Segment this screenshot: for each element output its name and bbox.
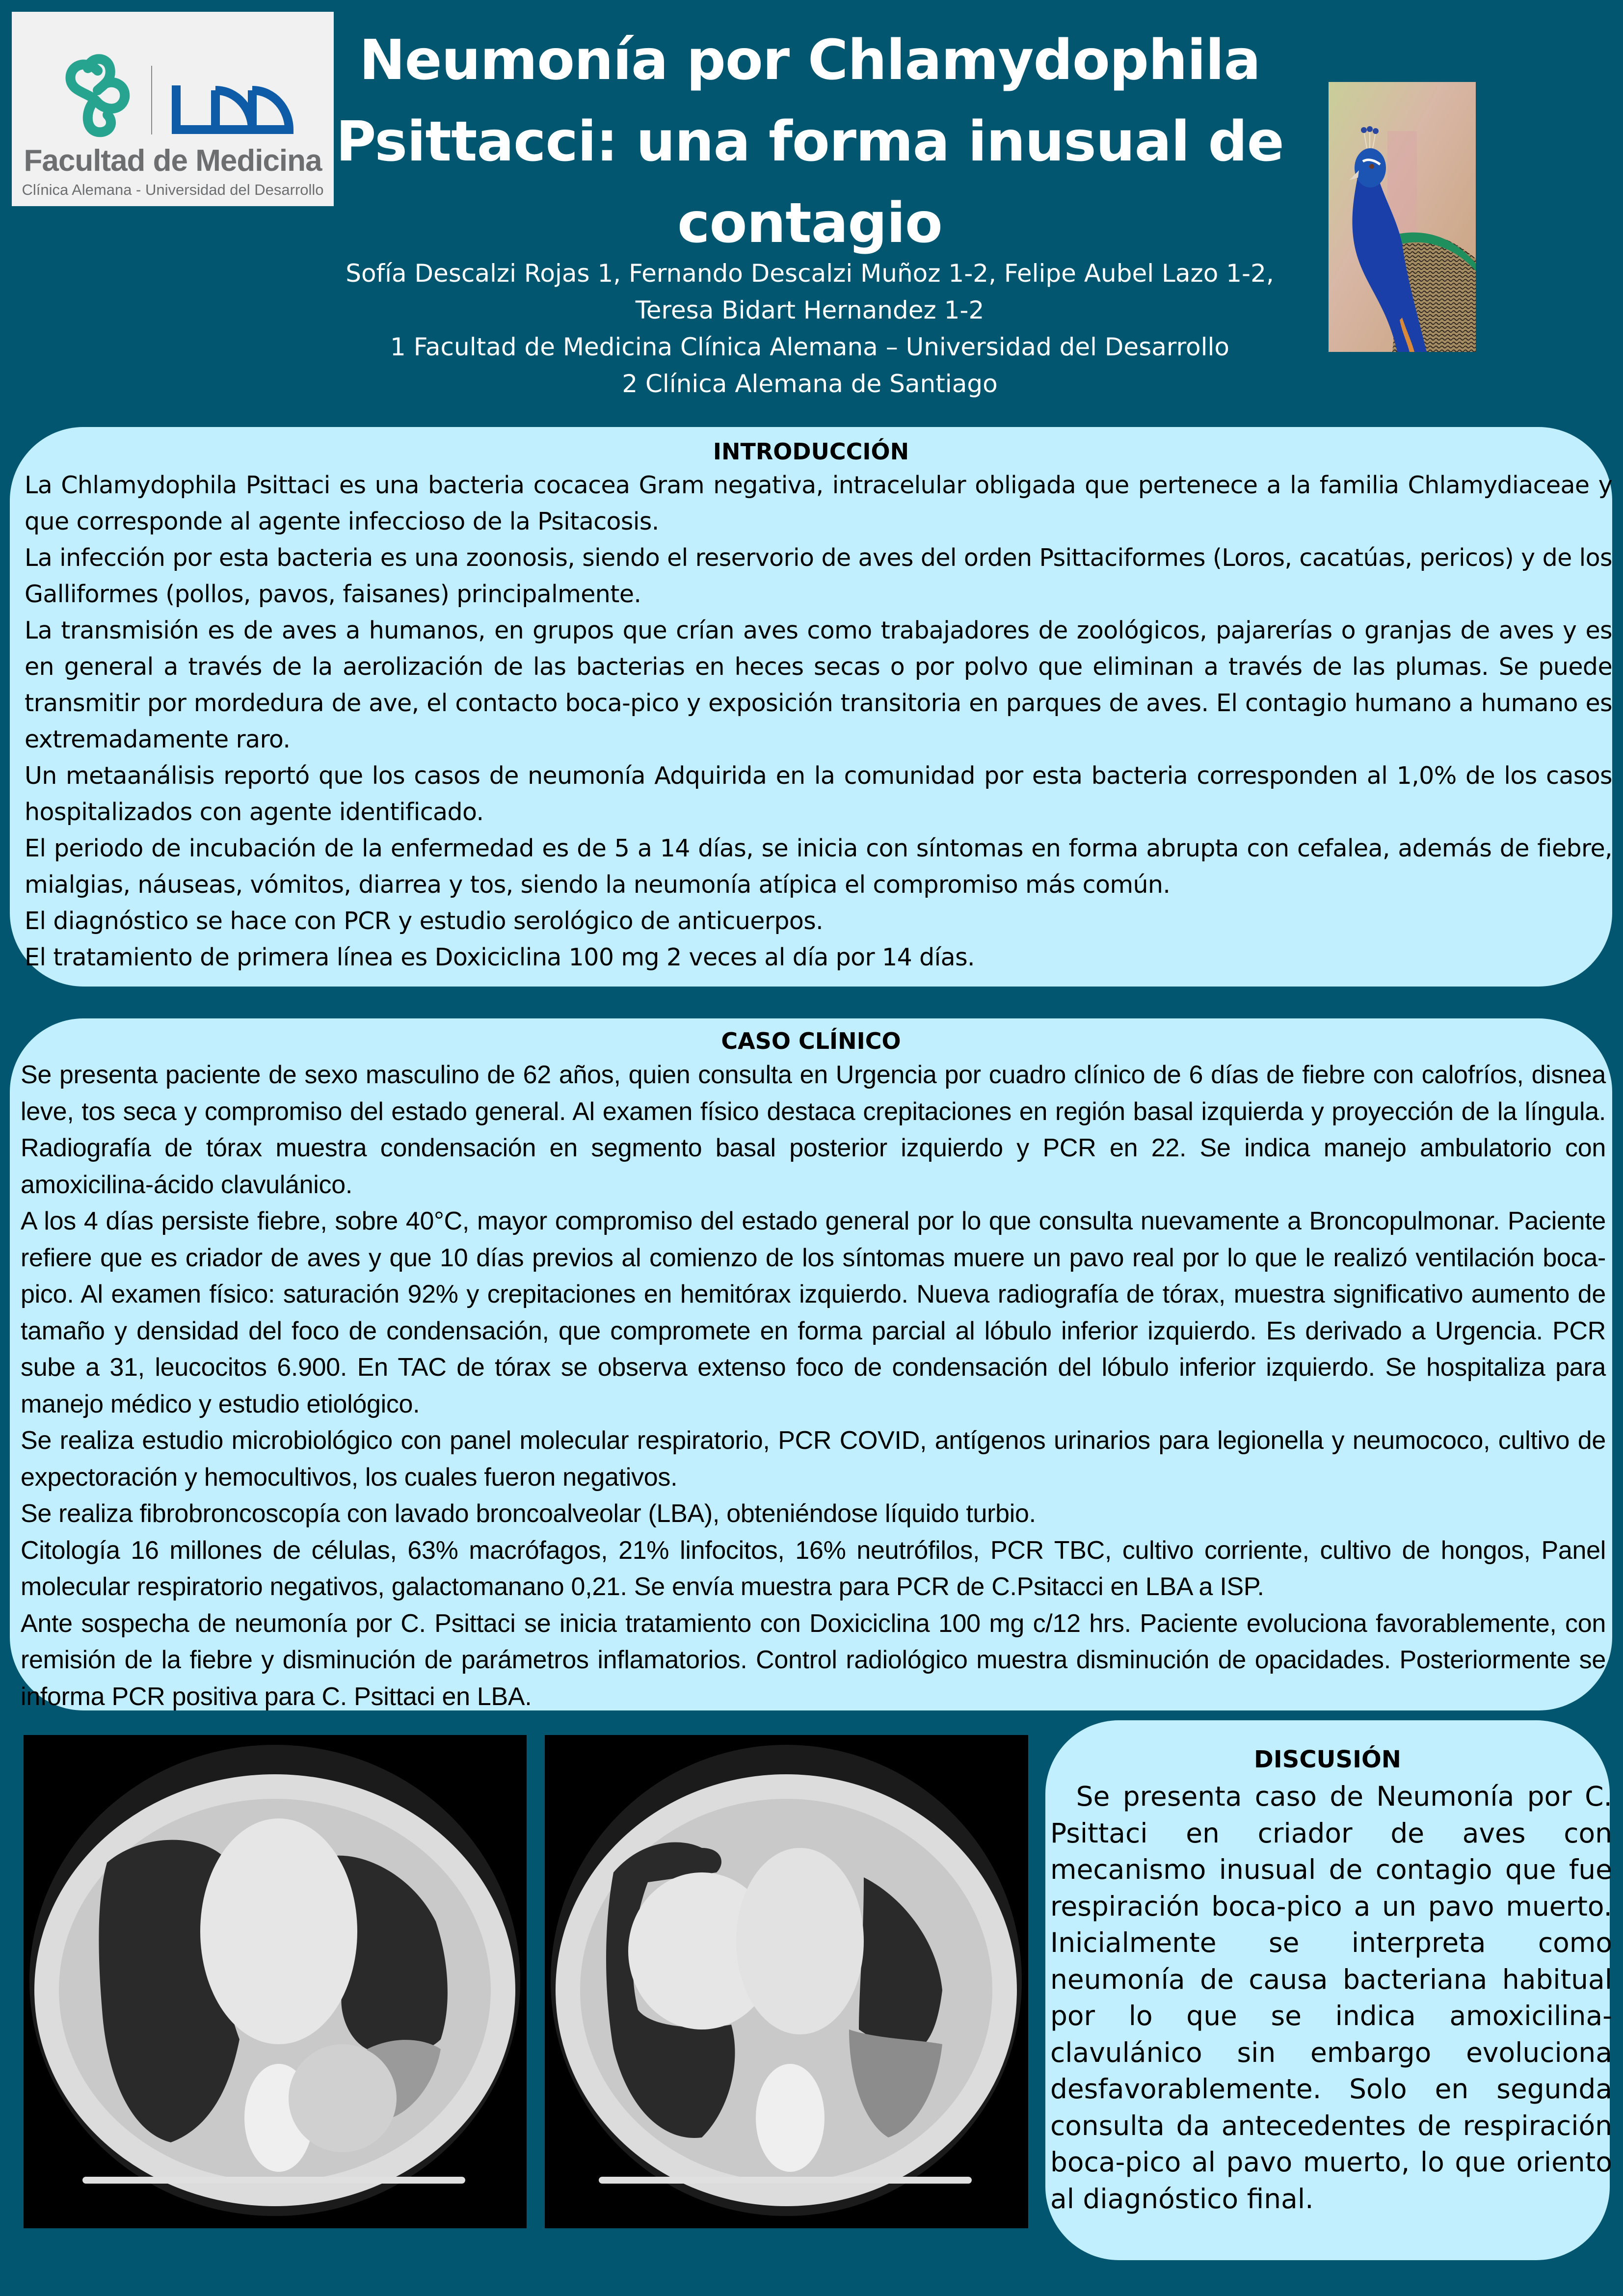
caso-clinico-paragraph: Citología 16 millones de células, 63% macrófagos, 21% linfocitos, 16% neutrófilos, PCR TBC, cultivo corriente, cultivo de hongos, Panel molecular respiratorio negativos, galactomanano 0,21. Se envía muestra para PCR de C.Psitacci en LBA a ISP. (21, 1536, 1606, 1601)
discusion-panel (1045, 1720, 1610, 2260)
logo-faculty-name: Facultad de Medicina (24, 144, 322, 178)
title-line: Neumonía por Chlamydophila (359, 28, 1261, 92)
peacock-photo (1329, 82, 1476, 352)
caso-clinico-paragraph: A los 4 días persiste fiebre, sobre 40°C, mayor compromiso del estado general por lo que consulta nuevamente a Broncopulmonar. Paciente refiere que es criador de aves y que 10 días previos al comienzo de los síntomas muere un pavo real por lo que le realizó ventilación boca-pico. Al examen físico: saturación 92% y crepitaciones en hemitórax izquierdo. Nueva radiografía de tórax, muestra significativo aumento de tamaño y densidad del foco de condensación, que compromete en forma parcial al lóbulo inferior izquierdo. Es derivado a Urgencia. PCR sube a 31, leucocitos 6.900. En TAC de tórax se observa extenso foco de condensación del lóbulo inferior izquierdo. Se hospitaliza para manejo médico y estudio etiológico. (21, 1207, 1606, 1418)
poster-title (324, 20, 1296, 264)
caso-clinico-paragraph: Se realiza estudio microbiológico con panel molecular respiratorio, PCR COVID, antígenos urinarios para legionella y neumococo, cultivo de expectoración y hemocultivos, los cuales fueron negativos. (21, 1426, 1606, 1492)
clinica-alemana-mark-icon (71, 59, 125, 132)
discusion-heading: DISCUSIÓN (1254, 1746, 1401, 1773)
caso-clinico-heading: CASO CLÍNICO (721, 1028, 901, 1054)
introduccion-paragraph: La Chlamydophila Psittaci es una bacteria cocacea Gram negativa, intracelular obligada que pertenece a la familia Chlamydiaceae y que corresponde al agente infeccioso de la Psitacosis. (25, 471, 1612, 535)
ct-scan-image-1 (24, 1735, 527, 2228)
introduccion-paragraph: El periodo de incubación de la enfermedad es de 5 a 14 días, se inicia con síntomas en forma abrupta con cefalea, además de fiebre, mialgias, náuseas, vómitos, diarrea y tos, siendo la neumonía atípica el compromiso más común. (25, 834, 1612, 899)
caso-clinico-panel (10, 1018, 1612, 1710)
ct-scan-image-2 (545, 1735, 1028, 2228)
affiliation-2: 2 Clínica Alemana de Santiago (622, 370, 998, 398)
faculty-logo (12, 12, 334, 206)
introduccion-heading: INTRODUCCIÓN (713, 438, 909, 465)
logo-subtitle: Clínica Alemana - Universidad del Desarrollo (22, 181, 324, 198)
affiliation-1: 1 Facultad de Medicina Clínica Alemana – Universidad del Desarrollo (390, 333, 1229, 361)
caso-clinico-paragraph: Se presenta paciente de sexo masculino de 62 años, quien consulta en Urgencia por cuadro clínico de 6 días de fiebre con calofríos, disnea leve, tos seca y compromiso del estado general. Al examen físico destaca crepitaciones en región basal izquierda y proyección de la língula. Radiografía de tórax muestra condensación en segmento basal posterior izquierdo y PCR en 22. Se indica manejo ambulatorio con amoxicilina-ácido clavulánico. (21, 1061, 1606, 1199)
authors-line: Teresa Bidart Hernandez 1-2 (635, 296, 984, 324)
introduccion-paragraph: El tratamiento de primera línea es Doxiciclina 100 mg 2 veces al día por 14 días. (25, 943, 975, 971)
authors-line: Sofía Descalzi Rojas 1, Fernando Descalzi Muñoz 1-2, Felipe Aubel Lazo 1-2, (346, 259, 1274, 288)
title-line: contagio (677, 191, 942, 255)
introduccion-paragraph: Un metaanálisis reportó que los casos de neumonía Adquirida en la comunidad por esta bacteria corresponden al 1,0% de los casos hospitalizados con agente identificado. (25, 762, 1612, 826)
discusion-paragraph: Se presenta caso de Neumonía por C. Psittaci en criador de aves con mecanismo inusual de contagio que fue respiración boca-pico a un pavo muerto. Inicialmente se interpreta como neumonía de causa bacteriana habitual por lo que se indica amoxicilina-clavulánico sin embargo evoluciona desfavorablemente. Solo en segunda consulta da antecedentes de respiración boca-pico al pavo muerto, lo que oriento al diagnóstico final. (1050, 1781, 1612, 2215)
introduccion-paragraph: El diagnóstico se hace con PCR y estudio serológico de anticuerpos. (25, 907, 824, 935)
title-line: Psittacci: una forma inusual de (336, 110, 1284, 174)
introduccion-panel (10, 427, 1612, 987)
introduccion-paragraph: La transmisión es de aves a humanos, en grupos que crían aves como trabajadores de zoológicos, pajarerías o granjas de aves y es en general a través de la aerolización de las bacterias en heces secas o por polvo que eliminan a través de las plumas. Se puede transmitir por mordedura de ave, el contacto boca-pico y exposición transitoria en parques de aves. El contagio humano a humano es extremadamente raro. (25, 616, 1612, 753)
introduccion-body (25, 467, 1612, 976)
caso-clinico-body (21, 1057, 1606, 1715)
caso-clinico-paragraph: Se realiza fibrobroncoscopía con lavado broncoalveolar (LBA), obteniéndose líquido turbio. (21, 1499, 1036, 1528)
caso-clinico-paragraph: Ante sospecha de neumonía por C. Psittaci se inicia tratamiento con Doxiciclina 100 mg c/12 hrs. Paciente evoluciona favorablemente, con remisión de la fiebre y disminución de parámetros inflamatorios. Control radiológico muestra disminución de opacidades. Posteriormente se informa PCR positiva para C. Psittaci en LBA. (21, 1609, 1606, 1711)
authors-block (275, 255, 1345, 402)
introduccion-paragraph: La infección por esta bacteria es una zoonosis, siendo el reservorio de aves del orden Psittaciformes (Loros, cacatúas, pericos) y de los Galliformes (pollos, pavos, faisanes) principalmente. (25, 544, 1612, 608)
udd-mark-icon (176, 85, 289, 130)
discusion-body (1050, 1778, 1612, 2217)
